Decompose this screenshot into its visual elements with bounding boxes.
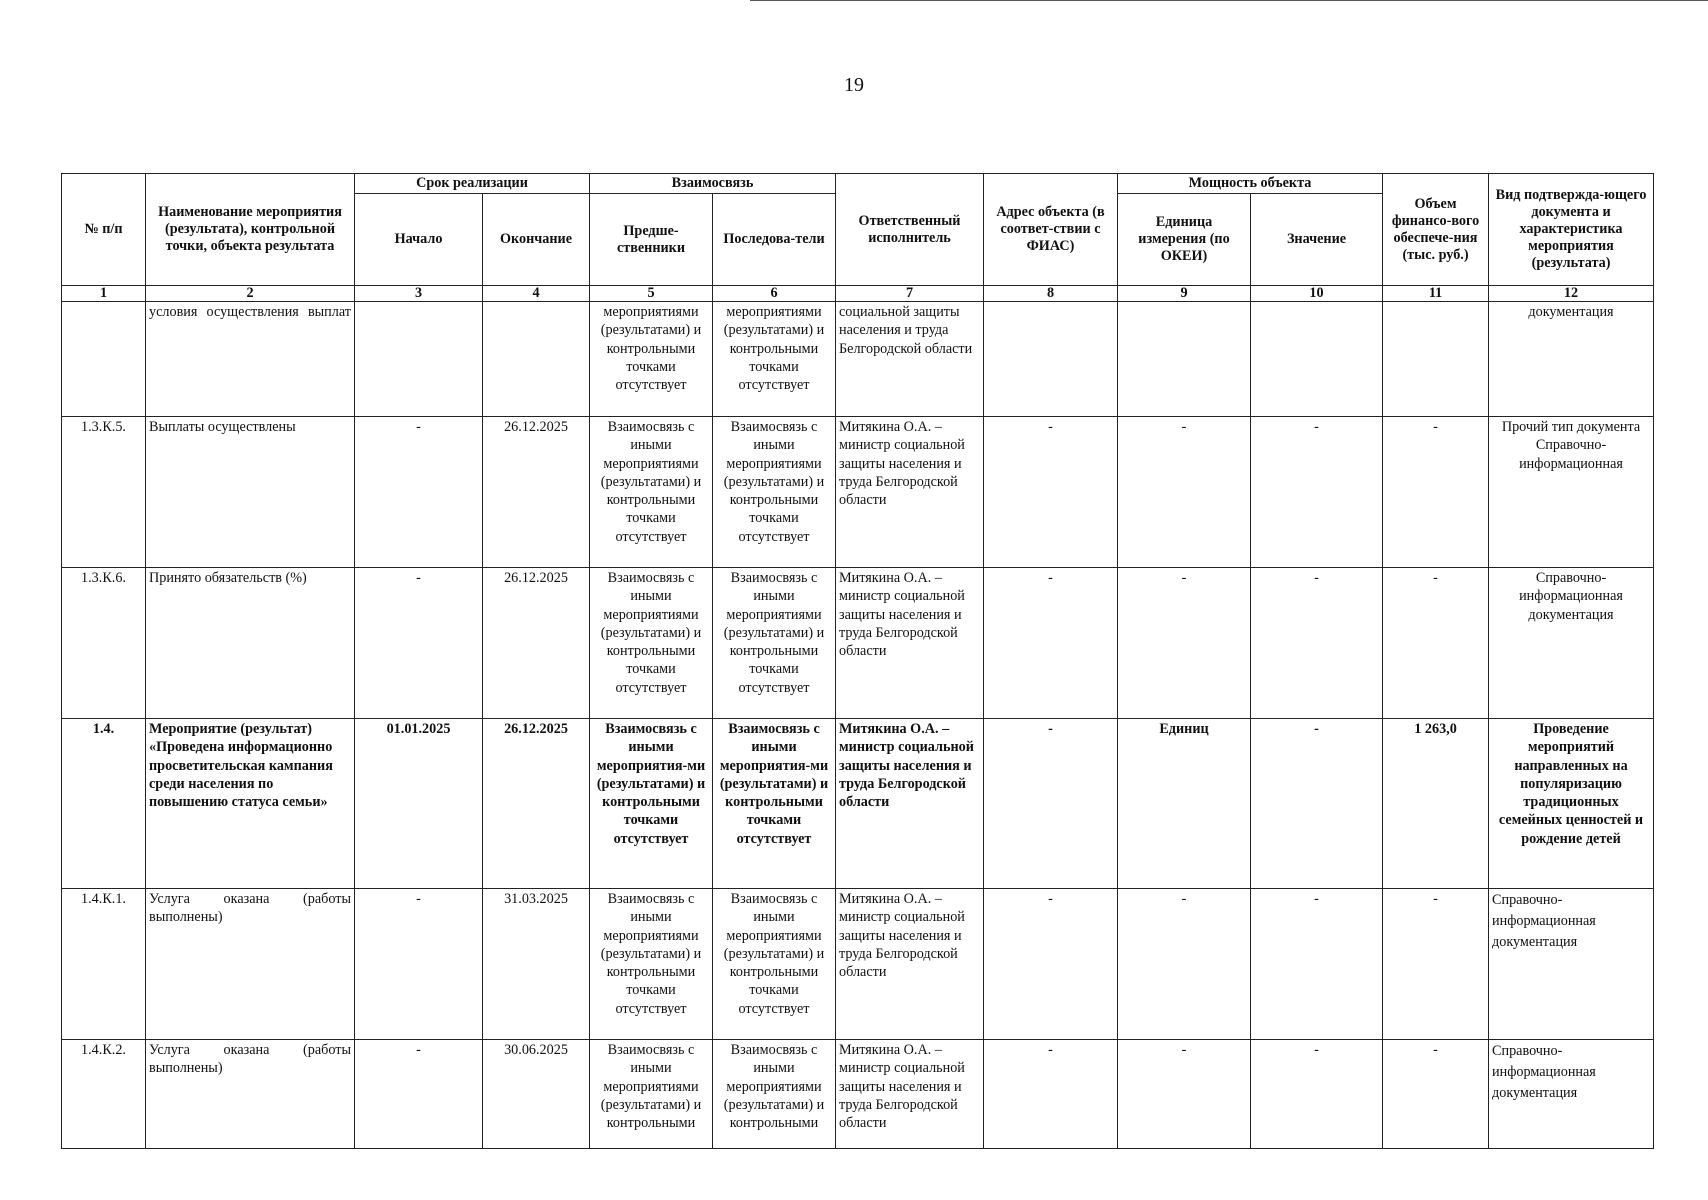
cell-start: - xyxy=(355,1040,483,1149)
cell-unit: - xyxy=(1118,889,1251,1040)
cell-funding: - xyxy=(1383,1040,1489,1149)
col-number: 9 xyxy=(1118,286,1251,302)
table-row xyxy=(62,568,1654,719)
cell-unit xyxy=(1118,302,1251,417)
cell-address: - xyxy=(984,1040,1118,1149)
cell-address xyxy=(984,302,1118,417)
cell-address: - xyxy=(984,417,1118,568)
cell-name: Услуга оказана (работы выполнены) xyxy=(146,889,355,1040)
top-rule xyxy=(750,0,1708,3)
page-number: 19 xyxy=(844,74,864,96)
cell-value: - xyxy=(1251,1040,1383,1149)
cell-doc: Справочно-информационная документация xyxy=(1489,889,1654,1040)
cell-end: 26.12.2025 xyxy=(483,719,590,889)
cell-end: 26.12.2025 xyxy=(483,568,590,719)
col-number: 7 xyxy=(836,286,984,302)
table-row xyxy=(62,1040,1654,1149)
header-term-start: Начало xyxy=(355,194,483,286)
col-number: 6 xyxy=(713,286,836,302)
header-relation-next: Последова-тели xyxy=(713,194,836,286)
header-relation: Взаимосвязь xyxy=(590,174,836,194)
cell-responsible: Митякина О.А. – министр социальной защиты населения и труда Белгородской области xyxy=(836,568,984,719)
cell-num: 1.3.К.6. xyxy=(62,568,146,719)
col-number: 1 xyxy=(62,286,146,302)
col-number: 10 xyxy=(1251,286,1383,302)
header-capacity: Мощность объекта xyxy=(1118,174,1383,194)
cell-start: - xyxy=(355,889,483,1040)
cell-next: Взаимосвязь с иными мероприятиями (результатами) и контрольными точками отсутствует xyxy=(713,889,836,1040)
cell-next: Взаимосвязь с иными мероприятиями (результатами) и контрольными xyxy=(713,1040,836,1149)
cell-name: Услуга оказана (работы выполнены) xyxy=(146,1040,355,1149)
header-value: Значение xyxy=(1251,194,1383,286)
cell-doc: документация xyxy=(1489,302,1654,417)
col-number: 8 xyxy=(984,286,1118,302)
cell-start: 01.01.2025 xyxy=(355,719,483,889)
header-responsible: Ответственный исполнитель xyxy=(836,174,984,286)
cell-value: - xyxy=(1251,417,1383,568)
header-term-end: Окончание xyxy=(483,194,590,286)
table-row xyxy=(62,889,1654,1040)
cell-num: 1.4.К.2. xyxy=(62,1040,146,1149)
cell-start xyxy=(355,302,483,417)
table-row xyxy=(62,417,1654,568)
cell-doc: Справочно-информационная документация xyxy=(1489,1040,1654,1149)
cell-num: 1.3.К.5. xyxy=(62,417,146,568)
cell-next: Взаимосвязь с иными мероприятиями (результатами) и контрольными точками отсутствует xyxy=(713,417,836,568)
cell-responsible: Митякина О.А. – министр социальной защиты населения и труда Белгородской области xyxy=(836,889,984,1040)
cell-responsible: Митякина О.А. – министр социальной защиты населения и труда Белгородской области xyxy=(836,1040,984,1149)
column-numbers-row xyxy=(62,286,1654,302)
cell-value: - xyxy=(1251,568,1383,719)
cell-address: - xyxy=(984,719,1118,889)
col-number: 4 xyxy=(483,286,590,302)
cell-funding: - xyxy=(1383,417,1489,568)
header-address: Адрес объекта (в соответ-ствии с ФИАС) xyxy=(984,174,1118,286)
cell-end xyxy=(483,302,590,417)
cell-unit: Единиц xyxy=(1118,719,1251,889)
header-row-1 xyxy=(62,174,1654,194)
header-num: № п/п xyxy=(62,174,146,286)
cell-prev: Взаимосвязь с иными мероприятия-ми (результатами) и контрольными точками отсутствует xyxy=(590,719,713,889)
cell-name: Мероприятие (результат) «Проведена информационно просветительская кампания среди населения по повышению статуса семьи» xyxy=(146,719,355,889)
cell-prev: Взаимосвязь с иными мероприятиями (результатами) и контрольными точками отсутствует xyxy=(590,568,713,719)
cell-funding: - xyxy=(1383,889,1489,1040)
header-relation-prev: Предше-ственники xyxy=(590,194,713,286)
cell-address: - xyxy=(984,568,1118,719)
header-term: Срок реализации xyxy=(355,174,590,194)
cell-funding xyxy=(1383,302,1489,417)
cell-doc: Прочий тип документа Справочно-информационная xyxy=(1489,417,1654,568)
col-number: 3 xyxy=(355,286,483,302)
cell-next: Взаимосвязь с иными мероприятия-ми (результатами) и контрольными точками отсутствует xyxy=(713,719,836,889)
cell-value: - xyxy=(1251,719,1383,889)
cell-num: 1.4. xyxy=(62,719,146,889)
col-number: 5 xyxy=(590,286,713,302)
cell-responsible: социальной защиты населения и труда Белгородской области xyxy=(836,302,984,417)
cell-next: Взаимосвязь с иными мероприятиями (результатами) и контрольными точками отсутствует xyxy=(713,568,836,719)
cell-num: 1.4.К.1. xyxy=(62,889,146,1040)
table-row xyxy=(62,719,1654,889)
cell-name: Выплаты осуществлены xyxy=(146,417,355,568)
col-number: 2 xyxy=(146,286,355,302)
col-number: 11 xyxy=(1383,286,1489,302)
cell-next: мероприятиями (результатами) и контрольными точками отсутствует xyxy=(713,302,836,417)
cell-num xyxy=(62,302,146,417)
cell-end: 31.03.2025 xyxy=(483,889,590,1040)
cell-prev: Взаимосвязь с иными мероприятиями (результатами) и контрольными точками отсутствует xyxy=(590,417,713,568)
header-name: Наименование мероприятия (результата), контрольной точки, объекта результата xyxy=(146,174,355,286)
cell-funding: - xyxy=(1383,568,1489,719)
cell-end: 30.06.2025 xyxy=(483,1040,590,1149)
cell-address: - xyxy=(984,889,1118,1040)
cell-unit: - xyxy=(1118,1040,1251,1149)
cell-unit: - xyxy=(1118,417,1251,568)
cell-end: 26.12.2025 xyxy=(483,417,590,568)
cell-prev: мероприятиями (результатами) и контрольными точками отсутствует xyxy=(590,302,713,417)
cell-start: - xyxy=(355,568,483,719)
header-doc: Вид подтвержда-ющего документа и характеристика мероприятия (результата) xyxy=(1489,174,1654,286)
cell-name: Принято обязательств (%) xyxy=(146,568,355,719)
cell-responsible: Митякина О.А. – министр социальной защиты населения и труда Белгородской области xyxy=(836,417,984,568)
cell-doc: Проведение мероприятий направленных на популяризацию традиционных семейных ценностей и рождение детей xyxy=(1489,719,1654,889)
col-number: 12 xyxy=(1489,286,1654,302)
cell-prev: Взаимосвязь с иными мероприятиями (результатами) и контрольными точками отсутствует xyxy=(590,889,713,1040)
plan-table xyxy=(61,173,1654,1149)
cell-name: условия осуществления выплат xyxy=(146,302,355,417)
cell-prev: Взаимосвязь с иными мероприятиями (результатами) и контрольными xyxy=(590,1040,713,1149)
cell-doc: Справочно-информационная документация xyxy=(1489,568,1654,719)
cell-start: - xyxy=(355,417,483,568)
cell-funding: 1 263,0 xyxy=(1383,719,1489,889)
cell-responsible: Митякина О.А. – министр социальной защиты населения и труда Белгородской области xyxy=(836,719,984,889)
cell-value: - xyxy=(1251,889,1383,1040)
header-funding: Объем финансо-вого обеспече-ния (тыс. руб.) xyxy=(1383,174,1489,286)
cell-value xyxy=(1251,302,1383,417)
table-row xyxy=(62,302,1654,417)
header-unit: Единица измерения (по ОКЕИ) xyxy=(1118,194,1251,286)
cell-unit: - xyxy=(1118,568,1251,719)
